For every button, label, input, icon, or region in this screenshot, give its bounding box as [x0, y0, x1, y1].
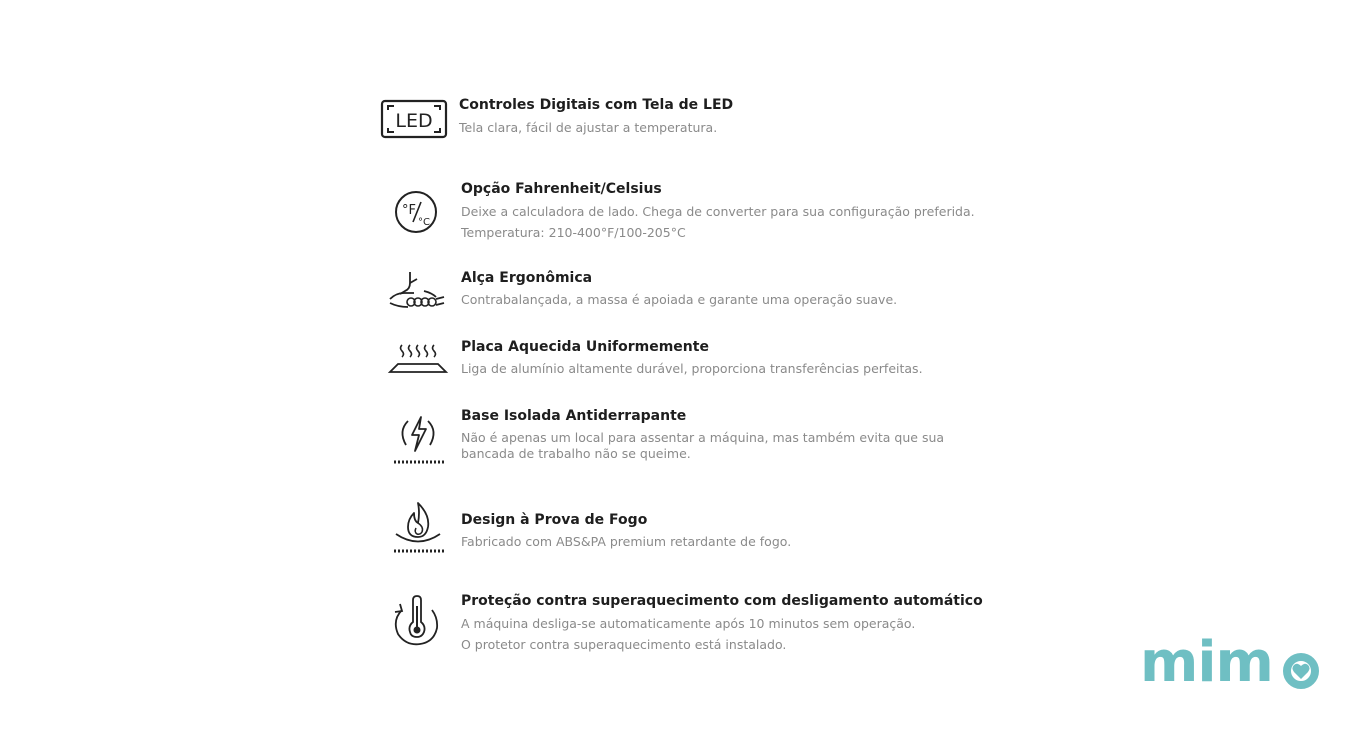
brand-logo: mim: [1140, 630, 1273, 695]
feature-title: Base Isolada Antiderrapante: [461, 408, 687, 424]
feature-desc-line: O protetor contra superaquecimento está instalado.: [461, 637, 787, 652]
heart-o-icon: [1283, 651, 1319, 691]
feature-desc-line: Fabricado com ABS&PA premium retardante de fogo.: [461, 534, 792, 549]
feature-desc-line: A máquina desliga-se automaticamente após 10 minutos sem operação.: [461, 616, 916, 631]
led-icon: [380, 96, 448, 140]
feature-desc-line: bancada de trabalho não se queime.: [461, 446, 691, 461]
feature-desc: [461, 534, 1021, 550]
hand-grip-icon: [380, 269, 460, 315]
insulated-base-icon: [380, 407, 460, 467]
thermometer-shutoff-icon: [380, 592, 460, 652]
feature-title: Design à Prova de Fogo: [461, 512, 648, 528]
feature-title: Proteção contra superaquecimento com desligamento automático: [461, 593, 983, 609]
fc-icon-f: °F: [402, 203, 416, 218]
fireproof-icon: [380, 501, 460, 557]
feature-title: Alça Ergonômica: [461, 270, 593, 286]
heated-plate-icon: [380, 338, 460, 378]
feature-title: Placa Aquecida Uniformemente: [461, 339, 709, 355]
feature-desc-line: Liga de alumínio altamente durável, proporciona transferências perfeitas.: [461, 361, 923, 376]
feature-desc: [461, 292, 1021, 308]
feature-desc: [461, 361, 1021, 377]
feature-desc-line: Temperatura: 210-400°F/100-205°C: [461, 225, 686, 240]
feature-desc-line: Deixe a calculadora de lado. Chega de converter para sua configuração preferida.: [461, 204, 975, 219]
feature-desc: [461, 613, 1021, 655]
feature-desc-line: Tela clara, fácil de ajustar a temperatura.: [459, 120, 718, 135]
fahrenheit-celsius-icon: [380, 180, 460, 240]
feature-desc-line: Não é apenas um local para assentar a máquina, mas também evita que sua: [461, 430, 945, 445]
feature-desc-line: Contrabalançada, a massa é apoiada e garante uma operação suave.: [461, 292, 898, 307]
feature-title: Controles Digitais com Tela de LED: [459, 97, 734, 113]
led-icon-label: LED: [395, 110, 433, 132]
feature-title: Opção Fahrenheit/Celsius: [461, 181, 662, 197]
feature-desc: [459, 117, 1019, 138]
feature-desc: [461, 430, 1021, 462]
fc-icon-c: °C: [418, 217, 430, 228]
feature-desc: [461, 201, 1021, 243]
